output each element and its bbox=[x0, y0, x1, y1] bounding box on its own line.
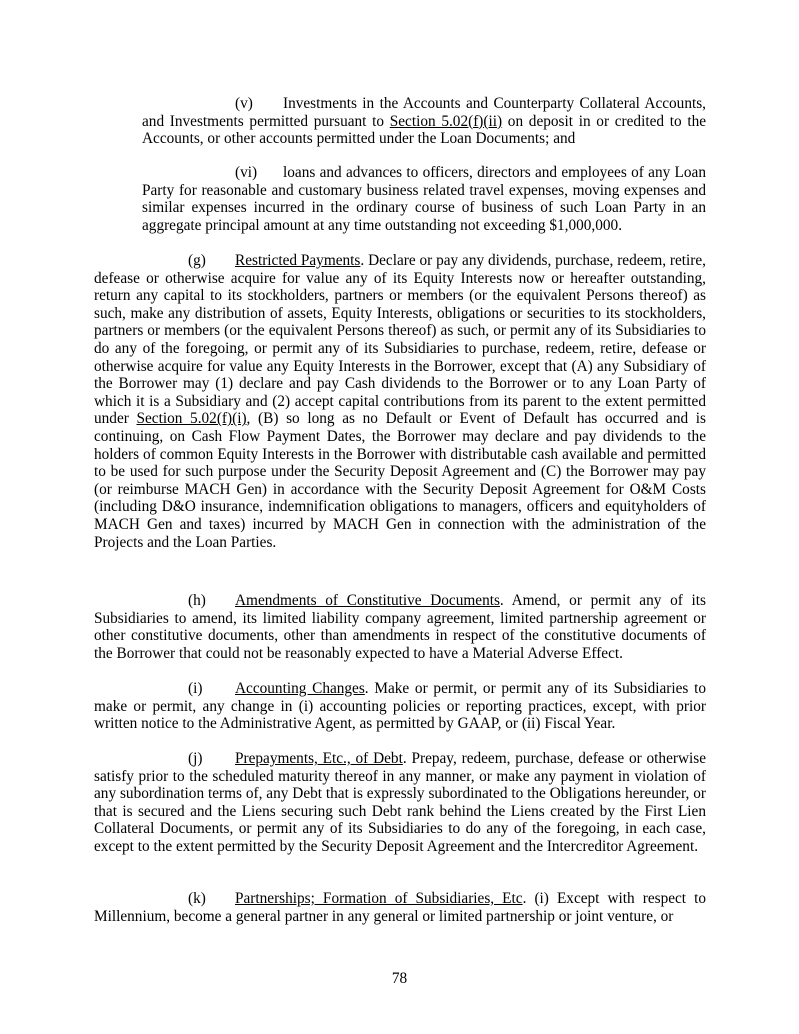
paragraph-number: (i) bbox=[188, 680, 203, 697]
section-heading: Accounting Changes bbox=[235, 680, 365, 697]
paragraph-text: on deposit in or credited to the Accounts, or other accounts permitted under the Loan Documents; and bbox=[142, 112, 707, 148]
section-heading: Partnerships; Formation of Subsidiaries, Etc bbox=[235, 890, 523, 907]
paragraph-text: . Make or permit, or permit any of its Subsidiaries to make or permit, any change in (i) accounting policies or reporting practices, except, with prior written notice to the Administrative Agent, as permitted by GAAP, or (ii) Fiscal Year. bbox=[94, 680, 706, 733]
paragraph-number: (g) bbox=[188, 252, 206, 269]
paragraph-k bbox=[94, 890, 706, 925]
paragraph-text: Investments in the Accounts and Counterparty Collateral Accounts, and Investments permitted pursuant to bbox=[142, 95, 706, 130]
cross-reference: Section 5.02(f)(i) bbox=[136, 410, 247, 428]
section-heading: Amendments of Constitutive Documents bbox=[235, 592, 500, 609]
paragraph-number: (j) bbox=[188, 750, 203, 767]
paragraph-v bbox=[142, 95, 706, 148]
paragraph-number: (h) bbox=[188, 592, 206, 609]
paragraph-number: (vi) bbox=[235, 164, 258, 181]
section-heading: Restricted Payments bbox=[235, 252, 361, 269]
paragraph-g bbox=[94, 252, 706, 551]
paragraph-number: (v) bbox=[235, 95, 253, 112]
page-number: 78 bbox=[391, 970, 408, 987]
paragraph-number: (k) bbox=[188, 890, 206, 907]
paragraph-text: . Declare or pay any dividends, purchase, redeem, retire, defease or otherwise acquire for value any of its Equity Interests now or hereafter outstanding, return any capital to its stockholders, partners or members (or the equivalent Persons thereof) as such, make any distribution of assets, Equity Interests, obligations or securities to its stockholders, partners or members (or the equivalent Persons thereof) as such, or permit any of its Subsidiaries to do any of the foregoing, or permit any of its Subsidiaries to purchase, redeem, retire, defease or otherwise acquire for value any Equity Interests in the Borrower, except that (A) any Subsidiary of the Borrower may (1) declare and pay Cash dividends to the Borrower or to any Loan Party of which it is a Subsidiary and (2) accept capital contributions from its parent to the extent permitted under bbox=[94, 252, 706, 428]
section-heading: Prepayments, Etc., of Debt bbox=[235, 750, 403, 767]
paragraph-text: , (B) so long as no Default or Event of Default has occurred and is continuing, on Cash Flow Payment Dates, the Borrower may declare and pay dividends to the holders of common Equity Interests in the Borrower with distributable cash available and permitted to be used for such purpose under the Security Deposit Agreement and (C) the Borrower may pay (or reimburse MACH Gen) in accordance with the Security Deposit Agreement for O&M Costs (including D&O insurance, indemnification obligations to managers, officers and equityholders of MACH Gen and taxes) incurred by MACH Gen in connection with the administration of the Projects and the Loan Parties. bbox=[94, 410, 706, 551]
cross-reference: Section 5.02(f)(ii) bbox=[389, 112, 503, 130]
paragraph-text: . Amend, or permit any of its Subsidiaries to amend, its limited liability company agreement, limited partnership agreement or other constitutive documents, other than amendments in respect of the constitutive documents of the Borrower that could not be reasonably expected to have a Material Adverse Effect. bbox=[94, 592, 706, 662]
paragraph-i bbox=[94, 680, 706, 733]
paragraph-h bbox=[94, 592, 706, 662]
paragraph-text: . (i) Except with respect to Millennium, become a general partner in any general or limited partnership or joint venture, or bbox=[94, 890, 707, 925]
paragraph-j bbox=[94, 750, 706, 856]
paragraph-text: . Prepay, redeem, purchase, defease or otherwise satisfy prior to the scheduled maturity thereof in any manner, or make any payment in violation of any subordination terms of, any Debt that is expressly subordinated to the Obligations hereunder, or that is secured and the Liens securing such Debt rank behind the Liens created by the First Lien Collateral Documents, or permit any of its Subsidiaries to do any of the foregoing, in each case, except to the extent permitted by the Security Deposit Agreement and the Intercreditor Agreement. bbox=[94, 750, 706, 855]
paragraph-vi bbox=[142, 164, 706, 234]
paragraph-text: loans and advances to officers, directors and employees of any Loan Party for reasonable and customary business related travel expenses, moving expenses and similar expenses incurred in the ordinary course of business of such Loan Party in an aggregate principal amount at any time outstanding not exceeding $1,000,000. bbox=[142, 164, 706, 234]
